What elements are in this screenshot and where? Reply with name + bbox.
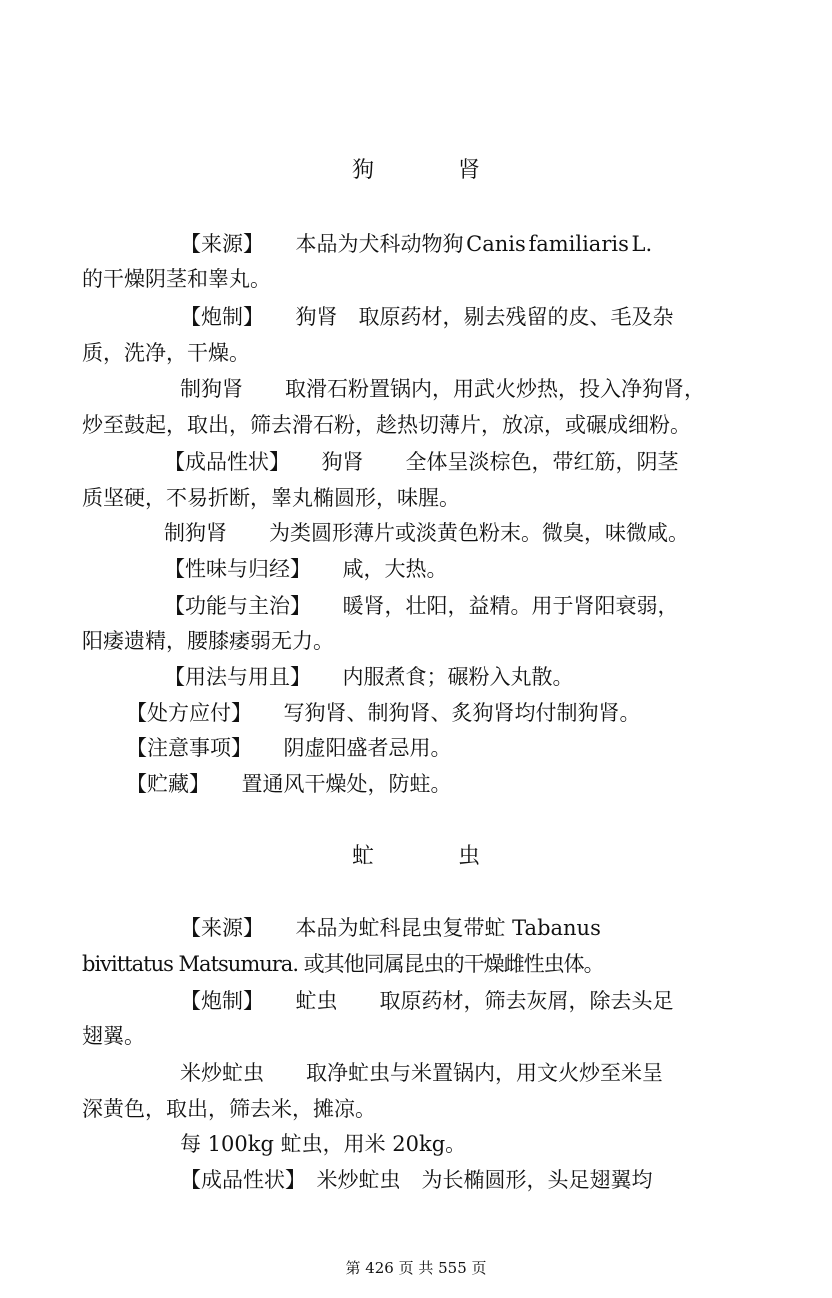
text-line: 质，洗净，干燥。 (82, 341, 250, 365)
text-line: 的干燥阴茎和睾丸。 (82, 267, 271, 291)
page-footer: 第 426 页 共 555 页 (345, 1259, 487, 1277)
section-title-char-1: 虻 (352, 844, 375, 869)
text-line: 制狗肾 为类圆形薄片或淡黄色粉末。微臭，味微咸。 (164, 521, 689, 545)
text-line: 【贮藏】 置通风干燥处，防蛀。 (126, 772, 452, 796)
text-line: 【注意事项】 阴虚阳盛者忌用。 (126, 736, 452, 760)
text-line: 【处方应付】 写狗肾、制狗肾、炙狗肾均付制狗肾。 (126, 701, 641, 725)
text-line: 【成品性状】 狗肾 全体呈淡棕色，带红筋，阴茎 (164, 450, 679, 474)
text-line: 【成品性状】 米炒虻虫 为长椭圆形，头足翅翼均 (180, 1168, 653, 1192)
text-line: 【来源】 本品为犬科动物狗 Canis familiaris L. (180, 232, 653, 256)
text-line: 【用法与用且】 内服煮食；碾粉入丸散。 (164, 665, 574, 689)
section-title-char-2: 虫 (458, 844, 481, 869)
text-line: 【来源】 本品为虻科昆虫复带虻 Tabanus (180, 916, 601, 940)
text-line: 翅翼。 (82, 1024, 145, 1048)
text-line: 米炒虻虫 取净虻虫与米置锅内，用文火炒至米呈 (180, 1061, 663, 1085)
text-line: 每 100kg 虻虫，用米 20kg。 (180, 1132, 467, 1156)
text-line: 炒至鼓起，取出，筛去滑石粉，趁热切薄片，放凉，或碾成细粉。 (82, 413, 691, 437)
text-line: bivittatus Matsumura. 或其他同属昆虫的干燥雌性虫体。 (82, 952, 604, 976)
text-line: 深黄色，取出，筛去米，摊凉。 (82, 1097, 376, 1121)
text-line: 【性味与归经】 咸，大热。 (164, 557, 448, 581)
text-line: 【炮制】 虻虫 取原药材，筛去灰屑，除去头足 (180, 989, 674, 1013)
text-line: 阳痿遗精，腰膝痿弱无力。 (82, 629, 334, 653)
text-line: 【炮制】 狗肾 取原药材，剔去残留的皮、毛及杂 (180, 305, 674, 329)
text-line: 制狗肾 取滑石粉置锅内，用武火炒热，投入净狗肾， (180, 377, 705, 401)
text-line: 质坚硬，不易折断，睾丸椭圆形，味腥。 (82, 486, 460, 510)
section-title-char-2: 肾 (458, 158, 481, 183)
section-title-char-1: 狗 (352, 158, 375, 183)
text-line: 【功能与主治】 暖肾，壮阳，益精。用于肾阳衰弱， (164, 594, 679, 618)
